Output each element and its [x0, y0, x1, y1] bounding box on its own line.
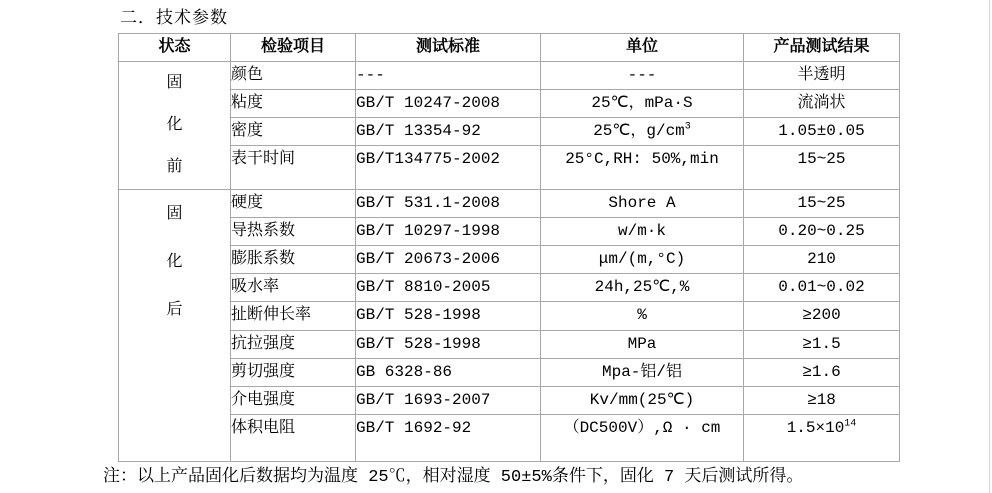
table-row — [119, 146, 900, 190]
cell-item: 硬度 — [231, 190, 356, 218]
cell-result: 流淌状 — [744, 90, 900, 118]
cell-standard: GB/T 8810-2005 — [356, 274, 541, 302]
table-header-row — [119, 34, 900, 62]
cell-item: 膨胀系数 — [231, 246, 356, 274]
cell-standard: GB/T 528-1998 — [356, 331, 541, 359]
cell-result: 0.20~0.25 — [744, 218, 900, 246]
state-char: 固 — [166, 205, 183, 223]
table-row — [119, 218, 900, 246]
technical-parameters-table — [118, 33, 900, 462]
page-title: 二．技术参数 — [120, 10, 228, 29]
header-state: 状态 — [119, 34, 231, 62]
cell-unit: 25℃，$g/cm^3$ — [541, 118, 744, 146]
cell-item: 扯断伸长率 — [231, 302, 356, 331]
cell-item: 密度 — [231, 118, 356, 146]
header-item: 检验项目 — [231, 34, 356, 62]
state-char: 固 — [166, 74, 183, 92]
cell-unit: % — [541, 302, 744, 331]
cell-standard: --- — [356, 62, 541, 90]
cell-unit: 25°C,RH: 50%,min — [541, 146, 744, 190]
table-row — [119, 118, 900, 146]
table-row — [119, 90, 900, 118]
cell-item: 表干时间 — [231, 146, 356, 190]
cell-standard: GB/T 10297-1998 — [356, 218, 541, 246]
cell-standard: GB/T 1693-2007 — [356, 387, 541, 415]
cell-standard: GB/T 1692-92 — [356, 415, 541, 462]
cell-unit: μm/(m,°C) — [541, 246, 744, 274]
cell-unit: （DC500V）,Ω · cm — [541, 415, 744, 462]
footnote: 注：以上产品固化后数据均为温度 25℃，相对湿度 50±5%条件下，固化 7 天后测试所得。 — [103, 468, 804, 487]
cell-item: 吸水率 — [231, 274, 356, 302]
cell-unit: MPa — [541, 331, 744, 359]
table-row — [119, 302, 900, 331]
cell-standard: GB/T 528-1998 — [356, 302, 541, 331]
state-char: 化 — [166, 116, 183, 134]
header-standard: 测试标准 — [356, 34, 541, 62]
cell-standard: GB/T 10247-2008 — [356, 90, 541, 118]
cell-unit: 24h,25℃,% — [541, 274, 744, 302]
cell-result: $1.5\times 10^{14}$ — [744, 415, 900, 462]
cell-standard: GB/T134775-2002 — [356, 146, 541, 190]
table-row — [119, 246, 900, 274]
cell-item: 颜色 — [231, 62, 356, 90]
cell-result: 半透明 — [744, 62, 900, 90]
cell-result: ≥1.6 — [744, 359, 900, 387]
table-row — [119, 62, 900, 90]
table-row — [119, 190, 900, 218]
state-char: 前 — [166, 158, 183, 176]
cell-result: 1.05±0.05 — [744, 118, 900, 146]
table-row — [119, 331, 900, 359]
header-unit: 单位 — [541, 34, 744, 62]
table-row — [119, 274, 900, 302]
cell-item: 粘度 — [231, 90, 356, 118]
state-char: 后 — [166, 301, 183, 319]
header-result: 产品测试结果 — [744, 34, 900, 62]
cell-unit: Mpa-铝/铝 — [541, 359, 744, 387]
state-cell-after-curing — [119, 190, 231, 462]
cell-item: 介电强度 — [231, 387, 356, 415]
cell-unit: 25℃，mPa·S — [541, 90, 744, 118]
cell-result: 0.01~0.02 — [744, 274, 900, 302]
table-row — [119, 387, 900, 415]
cell-unit: w/m·k — [541, 218, 744, 246]
cell-result: ≥1.5 — [744, 331, 900, 359]
page-edge-line — [989, 0, 990, 493]
cell-standard: GB 6328-86 — [356, 359, 541, 387]
cell-result: 15~25 — [744, 190, 900, 218]
state-char: 化 — [166, 253, 183, 271]
cell-item: 体积电阻 — [231, 415, 356, 462]
table-row — [119, 415, 900, 462]
cell-result: ≥18 — [744, 387, 900, 415]
cell-result: ≥200 — [744, 302, 900, 331]
cell-item: 剪切强度 — [231, 359, 356, 387]
cell-result: 210 — [744, 246, 900, 274]
cell-standard: GB/T 13354-92 — [356, 118, 541, 146]
cell-item: 导热系数 — [231, 218, 356, 246]
cell-item: 抗拉强度 — [231, 331, 356, 359]
state-cell-before-curing — [119, 62, 231, 190]
cell-unit: --- — [541, 62, 744, 90]
cell-standard: GB/T 20673-2006 — [356, 246, 541, 274]
table-row — [119, 359, 900, 387]
cell-result: 15~25 — [744, 146, 900, 190]
cell-standard: GB/T 531.1-2008 — [356, 190, 541, 218]
cell-unit: Shore A — [541, 190, 744, 218]
cell-unit: Kv/mm(25℃) — [541, 387, 744, 415]
